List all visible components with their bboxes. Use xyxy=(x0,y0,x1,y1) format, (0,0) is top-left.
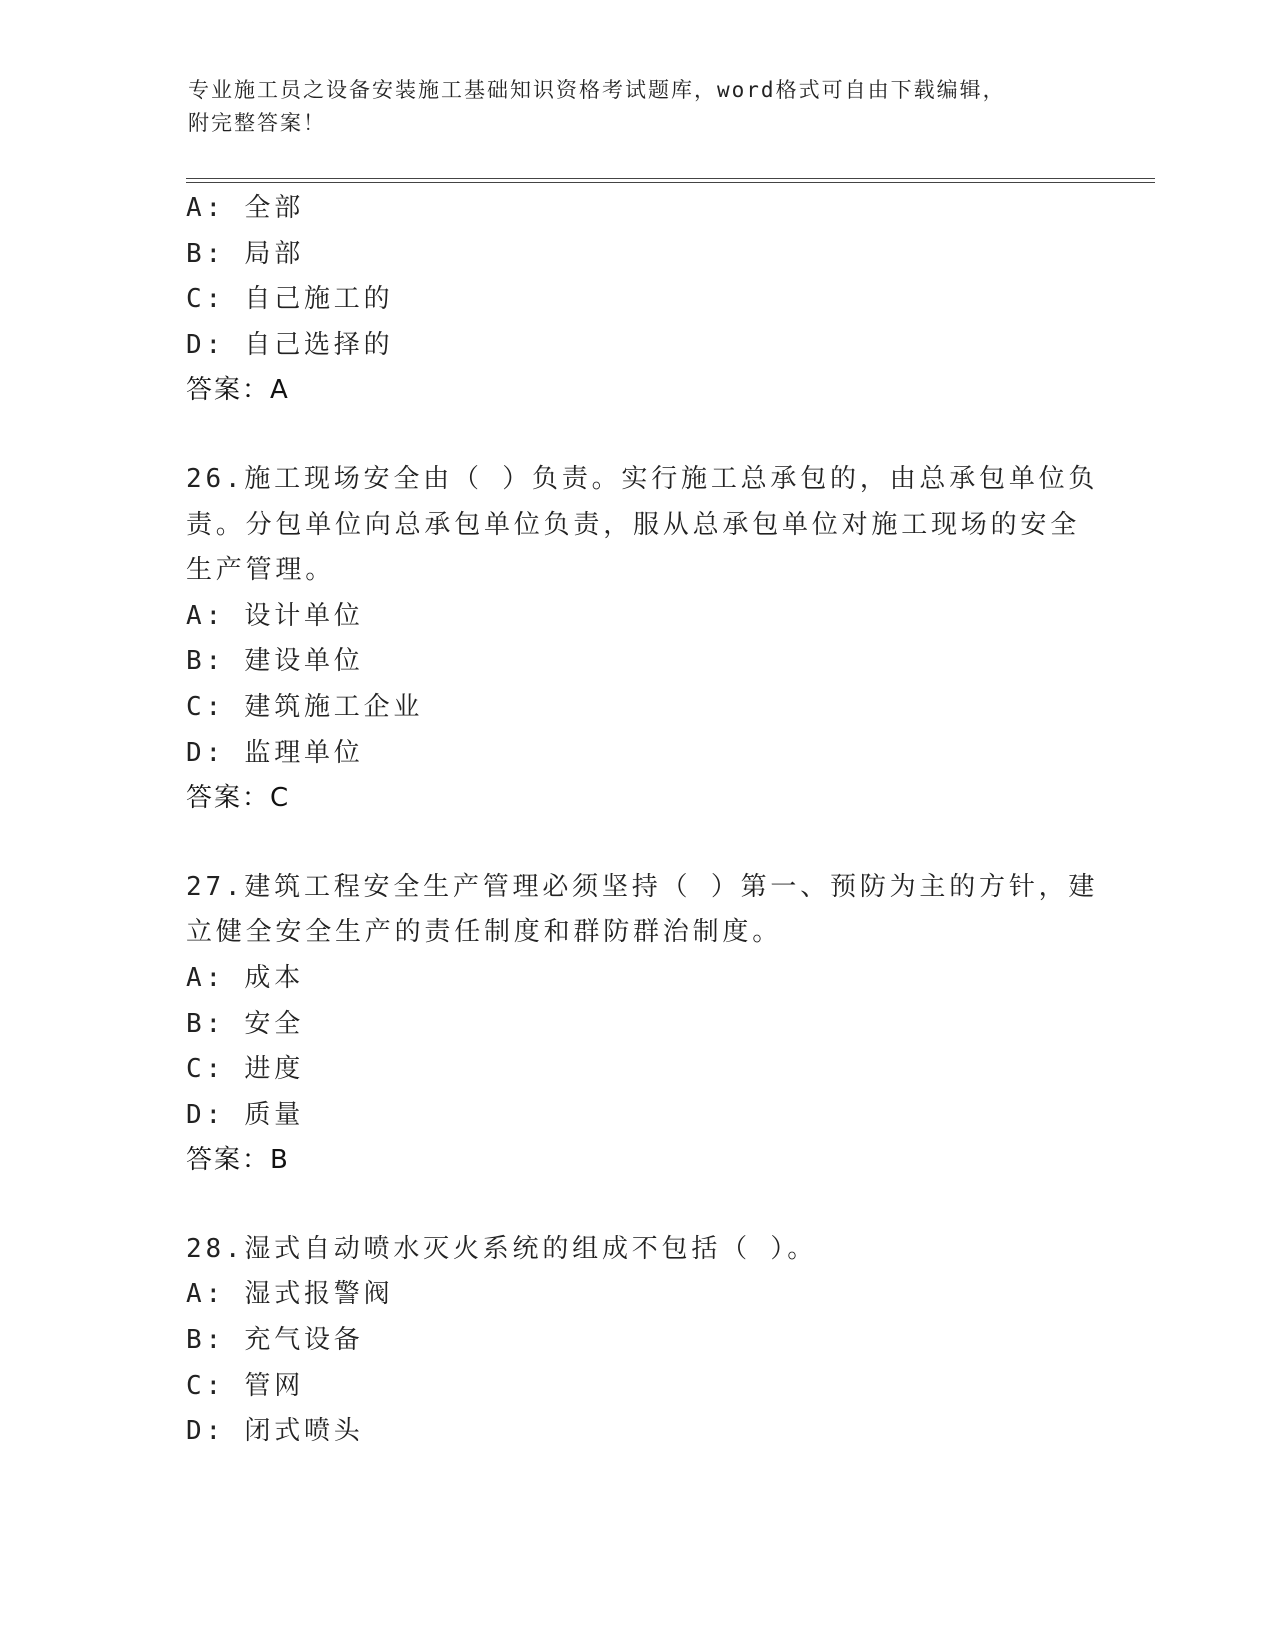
spacer xyxy=(186,1184,1086,1227)
option-text: 全部 xyxy=(244,193,304,223)
question-26 xyxy=(186,457,1099,822)
header-line-1: 专业施工员之设备安装施工基础知识资格考试题库，word格式可自由下载编辑， xyxy=(188,78,1006,102)
option-text: 设计单位 xyxy=(244,600,364,631)
question-stem-line: 立健全安全生产的责任制度和群防群治制度。 xyxy=(186,917,783,948)
option-letter: B: xyxy=(186,238,225,269)
question-28 xyxy=(186,1227,1086,1455)
option-letter: C: xyxy=(186,691,225,722)
question-27 xyxy=(186,865,1099,1184)
option-letter: C: xyxy=(186,1054,225,1085)
option-text: 建筑施工企业 xyxy=(244,691,424,722)
option-text: 湿式报警阀 xyxy=(244,1279,394,1310)
question-stem-line: 27.建筑工程安全生产管理必须坚持（ ）第一、预防为主的方针，建 xyxy=(186,871,1099,902)
option-letter: B: xyxy=(186,646,225,677)
option-c xyxy=(186,1364,1086,1410)
option-text: 闭式喷头 xyxy=(244,1416,364,1447)
document-header xyxy=(188,74,1068,140)
header-line-2: 附完整答案！ xyxy=(188,111,326,135)
option-a xyxy=(186,594,1086,640)
option-text: 局部 xyxy=(244,238,304,269)
header-divider xyxy=(186,178,1155,183)
option-text: 安全 xyxy=(244,1008,304,1039)
option-a xyxy=(186,956,1086,1002)
answer-line: 答案：C xyxy=(186,783,291,814)
option-letter: A: xyxy=(186,193,225,223)
option-letter: A: xyxy=(186,962,225,993)
option-letter: A: xyxy=(186,1279,225,1310)
option-text: 成本 xyxy=(244,962,304,993)
option-text: 质量 xyxy=(244,1099,304,1130)
option-b xyxy=(186,1002,1086,1048)
option-d xyxy=(186,323,1086,369)
option-text: 管网 xyxy=(244,1370,304,1401)
option-c xyxy=(186,685,1086,731)
answer-line: 答案：A xyxy=(186,375,290,406)
option-text: 自己选择的 xyxy=(244,329,394,360)
option-text: 建设单位 xyxy=(244,646,364,677)
question-stem-line: 生产管理。 xyxy=(186,555,336,586)
option-letter: D: xyxy=(186,737,225,768)
option-letter: B: xyxy=(186,1008,225,1039)
option-text: 进度 xyxy=(244,1054,304,1085)
question-stem-line: 26.施工现场安全由（ ）负责。实行施工总承包的，由总承包单位负 xyxy=(186,463,1099,494)
option-letter: B: xyxy=(186,1325,225,1356)
question-25-continued xyxy=(186,186,1086,414)
option-text: 自己施工的 xyxy=(244,284,394,315)
spacer xyxy=(186,822,1086,865)
spacer xyxy=(186,414,1086,457)
question-stem-line: 28.湿式自动喷水灭火系统的组成不包括（ ）。 xyxy=(186,1233,818,1264)
option-c xyxy=(186,1047,1086,1093)
option-text: 监理单位 xyxy=(244,737,364,768)
option-b xyxy=(186,232,1086,278)
answer-line: 答案：B xyxy=(186,1145,290,1176)
option-d xyxy=(186,1409,1086,1455)
option-d xyxy=(186,731,1086,777)
question-list xyxy=(186,186,1099,1455)
option-d xyxy=(186,1093,1086,1139)
option-letter: A: xyxy=(186,600,225,631)
option-a xyxy=(186,186,1086,232)
option-letter: D: xyxy=(186,1099,225,1130)
option-letter: D: xyxy=(186,1416,225,1447)
option-b xyxy=(186,1318,1086,1364)
option-a xyxy=(186,1272,1086,1318)
option-letter: D: xyxy=(186,329,225,360)
option-b xyxy=(186,639,1086,685)
option-letter: C: xyxy=(186,1370,225,1401)
option-c xyxy=(186,277,1086,323)
question-stem-line: 责。分包单位向总承包单位负责，服从总承包单位对施工现场的安全 xyxy=(186,509,1081,540)
option-text: 充气设备 xyxy=(244,1325,364,1356)
option-letter: C: xyxy=(186,284,225,315)
